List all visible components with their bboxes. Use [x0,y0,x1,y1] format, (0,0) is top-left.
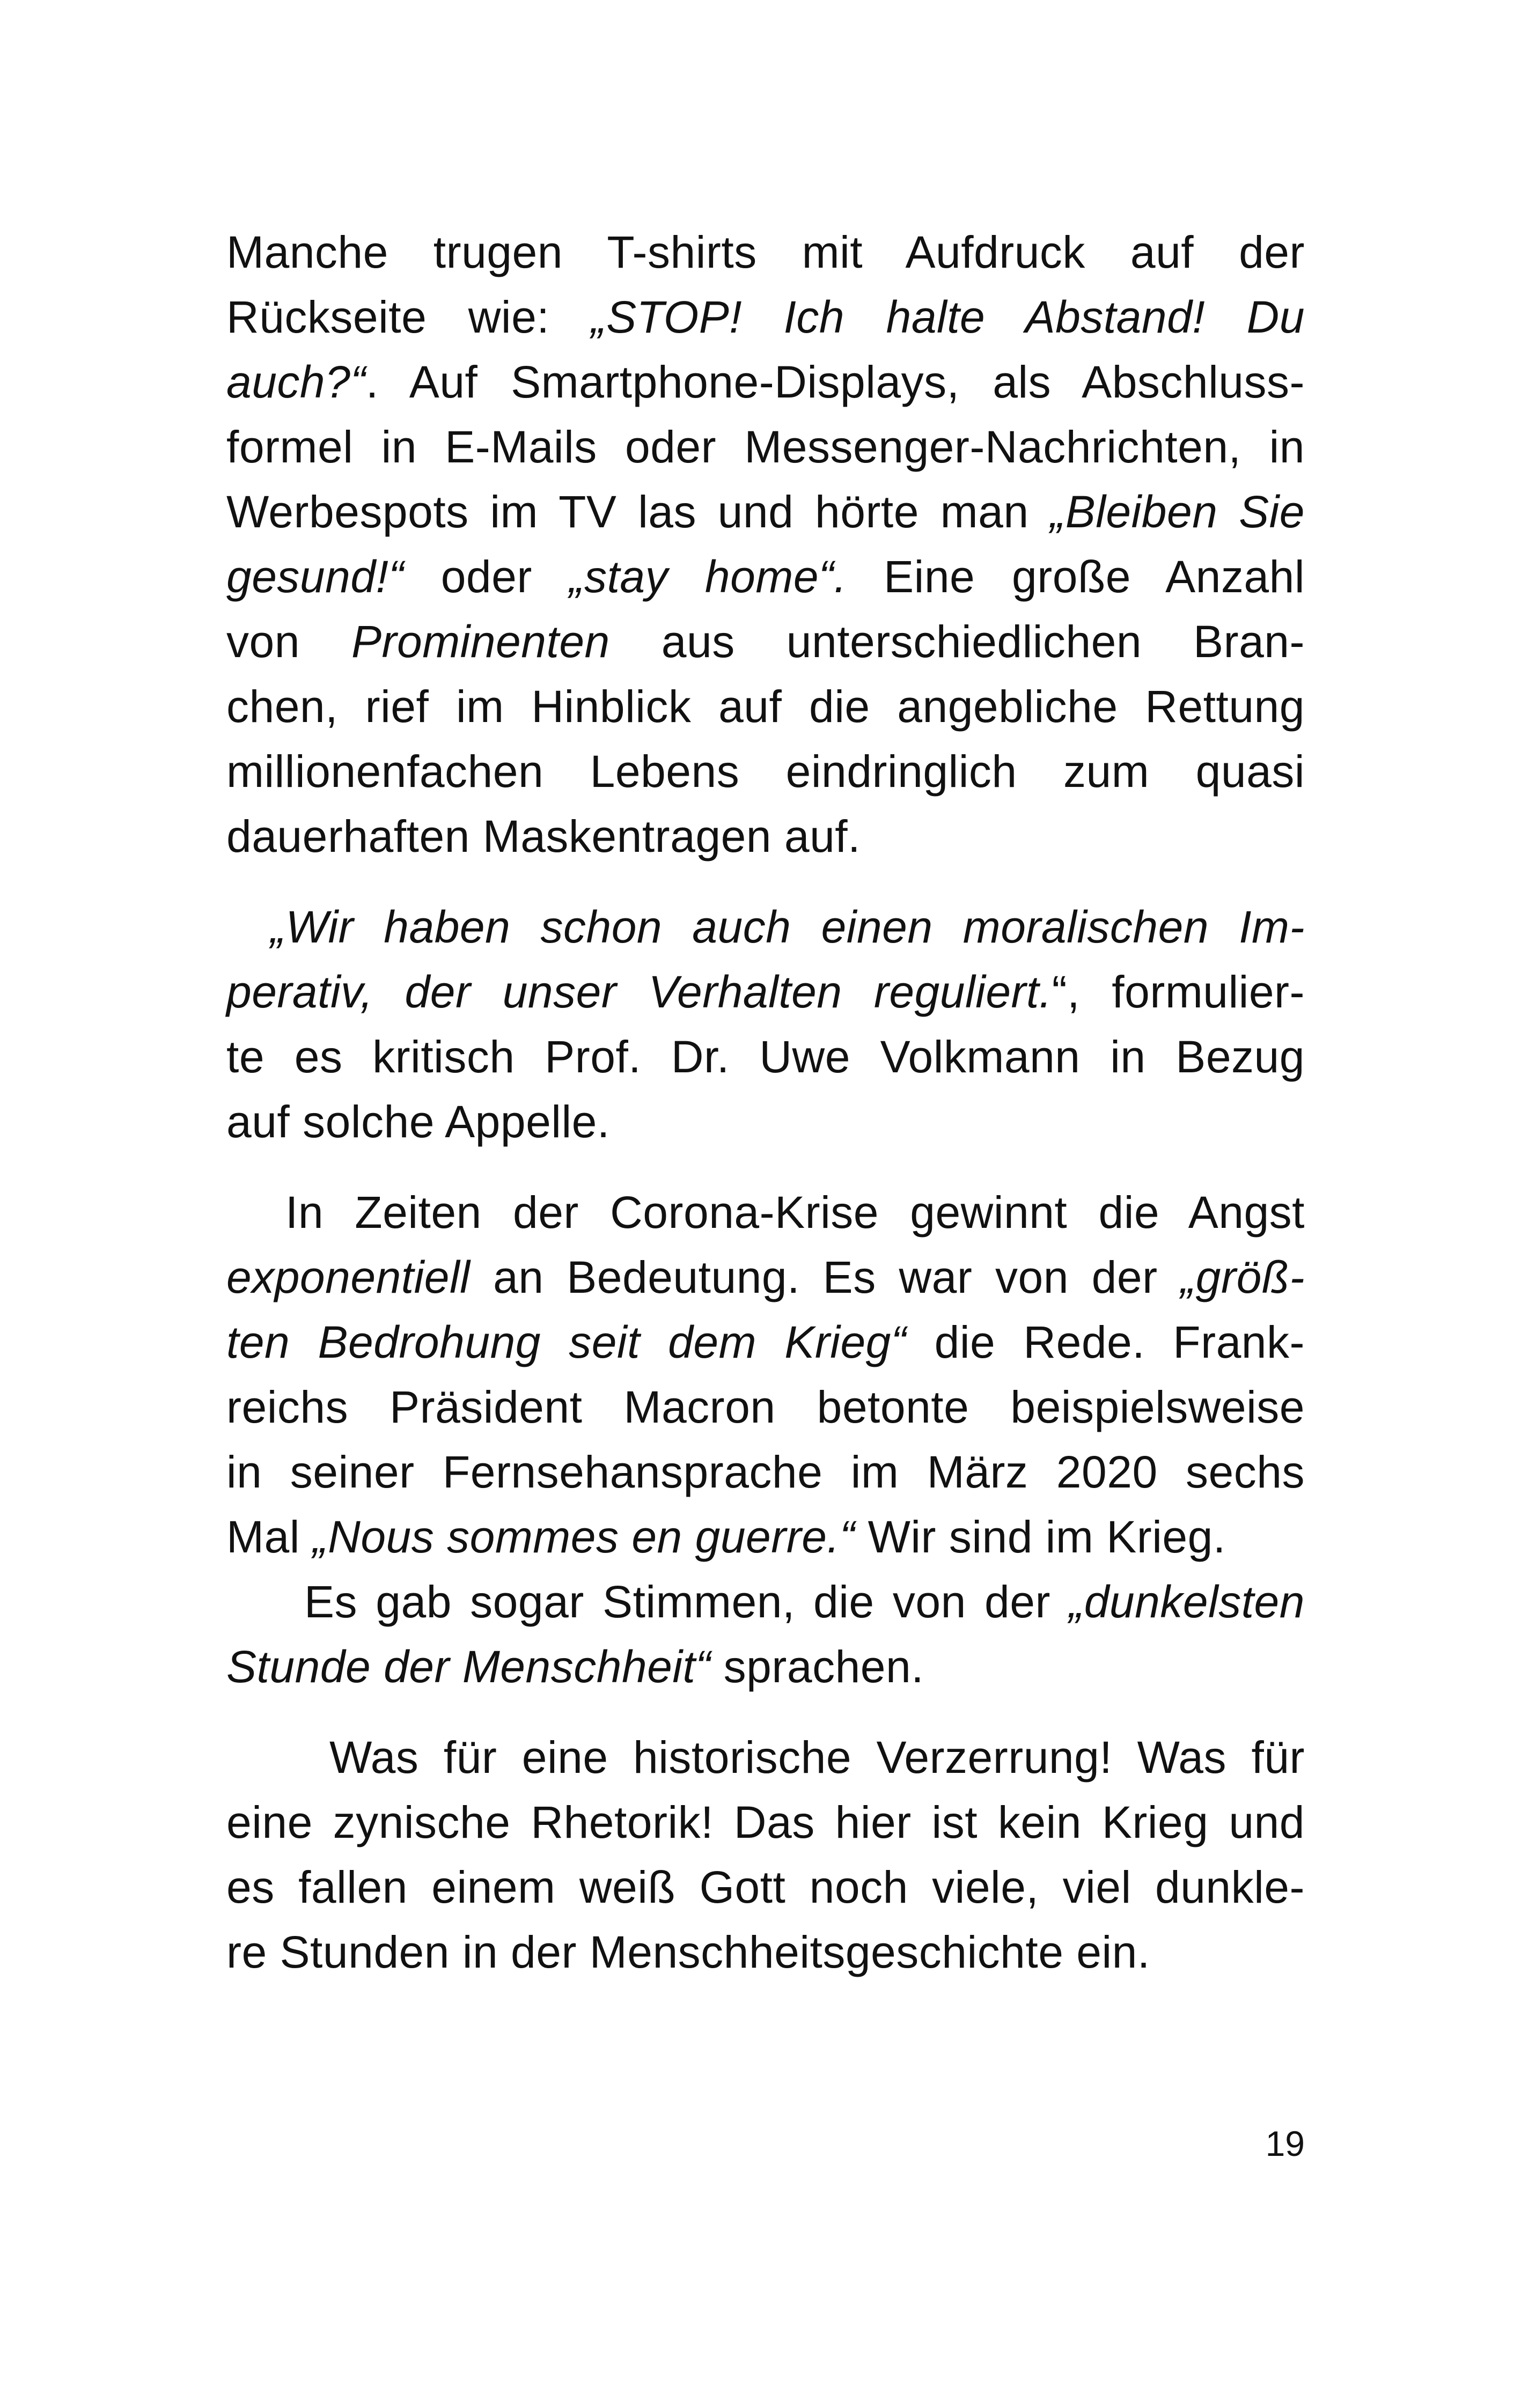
paragraph [226,895,1305,1154]
text-line [226,350,1305,415]
text-line [226,1310,1305,1375]
text-run: von [226,616,351,667]
text-run: an Bedeutung. Es war von der [470,1252,1181,1302]
page-body [226,220,1305,1985]
italic-text: auch?“ [226,357,366,407]
text-run: “, formulier- [1052,967,1305,1017]
text-run: dauerhaften Maskentragen auf. [226,811,861,861]
text-line [226,1920,1305,1985]
italic-text: Stunde der Menschheit“ [226,1641,711,1692]
text-line [226,1180,1305,1245]
text-line [226,1570,1305,1634]
italic-text: „STOP! Ich halte Abstand! Du [591,292,1305,342]
italic-text: „Wir haben schon auch einen moralischen Im- [270,902,1305,952]
text-line [226,1505,1305,1570]
paragraph-gap [226,1154,1305,1180]
text-run: oder [403,551,569,602]
text-run: aus unterschiedlichen Bran- [609,616,1305,667]
text-run: formel in E-Mails oder Messenger-Nachrichten, in [226,422,1305,472]
text-line [226,1634,1305,1699]
text-run: sprachen. [710,1641,924,1692]
text-line [226,415,1305,480]
text-line [226,1725,1305,1790]
text-run: reichs Präsident Macron betonte beispielsweise [226,1382,1305,1432]
text-run: Mal [226,1512,313,1562]
text-run: millionenfachen Lebens eindringlich zum quasi [226,746,1305,797]
italic-text: gesund!“ [226,551,404,602]
text-line [226,1440,1305,1505]
text-line [226,1025,1305,1089]
italic-text: „Nous sommes en guerre.“ [312,1512,855,1562]
text-line [226,1855,1305,1920]
text-run: es fallen einem weiß Gott noch viele, viel dunkle- [226,1862,1305,1912]
text-line [226,1089,1305,1154]
text-line [226,285,1305,350]
italic-text: „dunkelsten [1069,1577,1305,1627]
text-run: auf solche Appelle. [226,1096,610,1147]
text-line [226,960,1305,1025]
text-line [226,1790,1305,1855]
text-line [226,609,1305,674]
italic-text: „stay home“. [569,551,847,602]
paragraph-gap [226,869,1305,895]
paragraph [226,220,1305,869]
text-line [226,895,1305,960]
paragraph [226,1180,1305,1699]
text-run: te es kritisch Prof. Dr. Uwe Volkmann in Bezug [226,1032,1305,1082]
page-number: 19 [1265,2124,1305,2163]
text-run: Eine große Anzahl [847,551,1305,602]
text-run: Rückseite wie: [226,292,591,342]
text-run: Manche trugen T-shirts mit Aufdruck auf der [226,227,1305,277]
text-run: Werbespots im TV las und hörte man [226,487,1050,537]
text-run: Was für eine historische Verzerrung! Was für [329,1732,1305,1783]
italic-text: exponentiell [226,1252,471,1302]
text-run: . Auf Smartphone-Displays, als Abschluss- [365,357,1305,407]
text-run: In Zeiten der Corona-Krise gewinnt die Angst [285,1187,1305,1238]
text-line [226,544,1305,609]
text-line [226,1245,1305,1310]
italic-text: perativ, der unser Verhalten reguliert. [226,967,1052,1017]
text-run: in seiner Fernsehansprache im März 2020 sechs [226,1447,1305,1497]
text-run: chen, rief im Hinblick auf die angebliche Rettung [226,681,1305,732]
italic-text: Prominenten [351,616,610,667]
text-run: Es gab sogar Stimmen, die von der [304,1577,1069,1627]
italic-text: „Bleiben Sie [1050,487,1305,537]
italic-text: ten Bedrohung seit dem Krieg“ [226,1317,907,1367]
text-run: Wir sind im Krieg. [855,1512,1226,1562]
text-line [226,1375,1305,1440]
text-line [226,480,1305,544]
italic-text: „größ- [1180,1252,1305,1302]
text-run: eine zynische Rhetorik! Das hier ist kein Krieg und [226,1797,1305,1847]
text-line [226,804,1305,869]
text-line [226,674,1305,739]
text-line [226,220,1305,285]
paragraph-gap [226,1699,1305,1725]
text-line [226,739,1305,804]
paragraph [226,1725,1305,1985]
text-run: re Stunden in der Menschheitsgeschichte ein. [226,1927,1150,1977]
text-run: die Rede. Frank- [906,1317,1305,1367]
